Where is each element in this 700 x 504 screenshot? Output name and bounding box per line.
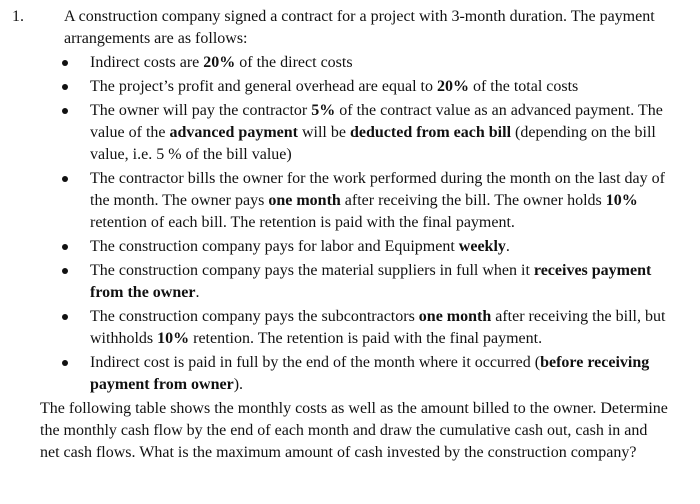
list-item bbox=[0, 260, 700, 304]
list-item bbox=[0, 236, 700, 258]
list-item bbox=[0, 306, 700, 350]
closing-paragraph: The following table shows the monthly costs as well as the amount billed to the owner. Determine the monthly cash flow by the end of each month and draw the cumulative cash out, cash in and net cash flows. What is the maximum amount of cash invested by the construction company? bbox=[40, 400, 668, 461]
list-item bbox=[0, 100, 700, 166]
list-item bbox=[0, 76, 700, 98]
bullet-icon bbox=[62, 84, 68, 90]
bullet-text: The contractor bills the owner for the work performed during the month on the last day of the month. The owner pays one month after receiving the bill. The owner holds 10% retention of each bill. The retention is paid with the final payment. bbox=[90, 170, 665, 231]
bullet-text: The construction company pays the material suppliers in full when it receives payment from the owner. bbox=[90, 262, 652, 301]
list-item bbox=[0, 352, 700, 396]
bullet-text: The project’s profit and general overhead are equal to 20% of the total costs bbox=[90, 78, 579, 95]
payment-arrangements-list bbox=[0, 52, 700, 398]
question-stem: A construction company signed a contract for a project with 3-month duration. The payment arrangements are as follows: bbox=[64, 8, 655, 47]
bullet-icon bbox=[62, 176, 68, 182]
list-item bbox=[0, 52, 700, 74]
question-number: 1. bbox=[12, 8, 24, 25]
bullet-text: Indirect costs are 20% of the direct costs bbox=[90, 54, 353, 71]
bullet-text: Indirect cost is paid in full by the end of the month where it occurred (before receiving payment from owner). bbox=[90, 354, 650, 393]
bullet-text: The owner will pay the contractor 5% of the contract value as an advanced payment. The value of the advanced payment will be deducted from each bill (depending on the bill value, i.e. 5 % of the bill value) bbox=[90, 102, 663, 163]
bullet-text: The construction company pays the subcontractors one month after receiving the bill, but withholds 10% retention. The retention is paid with the final payment. bbox=[90, 308, 666, 347]
bullet-icon bbox=[62, 314, 68, 320]
bullet-text: The construction company pays for labor and Equipment weekly. bbox=[90, 238, 510, 255]
bullet-icon bbox=[62, 60, 68, 66]
bullet-icon bbox=[62, 360, 68, 366]
bullet-icon bbox=[62, 108, 68, 114]
bullet-icon bbox=[62, 244, 68, 250]
list-item bbox=[0, 168, 700, 234]
bullet-icon bbox=[62, 268, 68, 274]
